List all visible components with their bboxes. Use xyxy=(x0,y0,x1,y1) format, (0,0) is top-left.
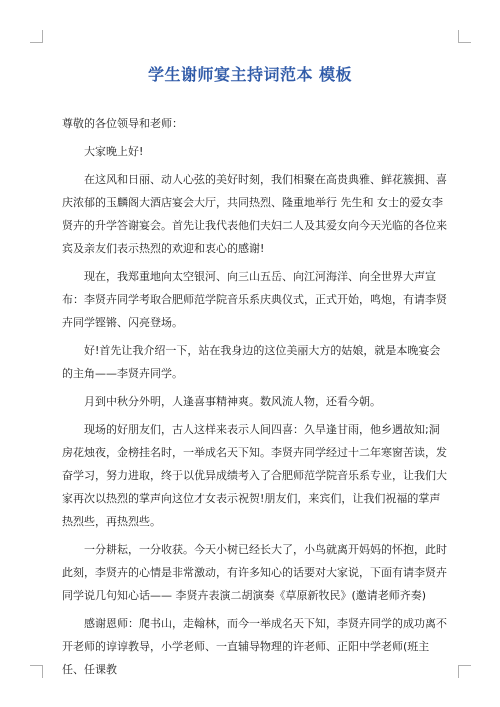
paragraph-announcement: 现在，我郑重地向太空银河、向三山五岳、向江河海洋、向全世界大声宣布：李贤卉同学考取合肥师范学院音乐系庆典仪式，正式开始，鸣炮，有请李贤卉同学铿锵、闪亮登场。 xyxy=(62,270,447,329)
crop-mark-bottom-left xyxy=(30,665,43,678)
crop-mark-top-left xyxy=(30,30,43,43)
crop-mark-top-right xyxy=(458,30,471,43)
paragraph-thanks-teachers: 感谢恩师：爬书山，走翰林，而今一举成名天下知，李贤卉同学的成功离不开老师的谆谆教导，小学老师、一直辅导物理的许老师、正阳中学老师(班主任、任课教 xyxy=(62,617,447,676)
paragraph-four-joys: 现场的好朋友们，古人这样来表示人间四喜：久旱逢甘雨，他乡遇故知;洞房花烛夜，金榜挂名时，一举成名天下知。李贤卉同学经过十二年寒窗苦读，发奋学习，努力进取，终于以优异成绩考入了合肥师范学院音乐系专业，让我们大家再次以热烈的掌声向这位才女表示祝贺!朋友们，来宾们，让我们祝福的掌声热烈些，再热烈些。 xyxy=(62,423,447,528)
paragraph-salutation: 尊敬的各位领导和老师： xyxy=(62,117,183,130)
paragraph-verse: 月到中秋分外明，人逢喜事精神爽。数风流人物，还看今朝。 xyxy=(84,395,381,408)
paragraph-harvest: 一分耕耘，一分收获。今天小树已经长大了，小鸟就离开妈妈的怀抱，此时此刻，李贤卉的心情是非常激动，有许多知心的话要对大家说，下面有请李贤卉同学说几句知心话—— 李贤卉表演二胡演奏《草原新牧民》(邀请老师齐奏) xyxy=(62,543,447,602)
document-body xyxy=(62,112,447,686)
paragraph-introduction: 好!首先让我介绍一下，站在我身边的这位美丽大方的姑娘，就是本晚宴会的主角——李贤卉同学。 xyxy=(62,344,441,380)
document-title: 学生谢师宴主持词范本 模板 xyxy=(147,65,353,84)
crop-mark-bottom-right xyxy=(458,665,471,678)
paragraph-welcome: 在这风和日丽、动人心弦的美好时刻，我们相聚在高贵典雅、鲜花簇拥、喜庆浓郁的玉麟阁大酒店宴会大厅，共同热烈、隆重地举行 先生和 女士的爱女李贤卉的升学答谢宴会。首先让我代表他们夫妇二人及其爱女向今天光临的各位来宾及亲友们表示热烈的欢迎和衷心的感谢! xyxy=(62,173,447,255)
paragraph-greeting: 大家晚上好! xyxy=(84,145,144,158)
